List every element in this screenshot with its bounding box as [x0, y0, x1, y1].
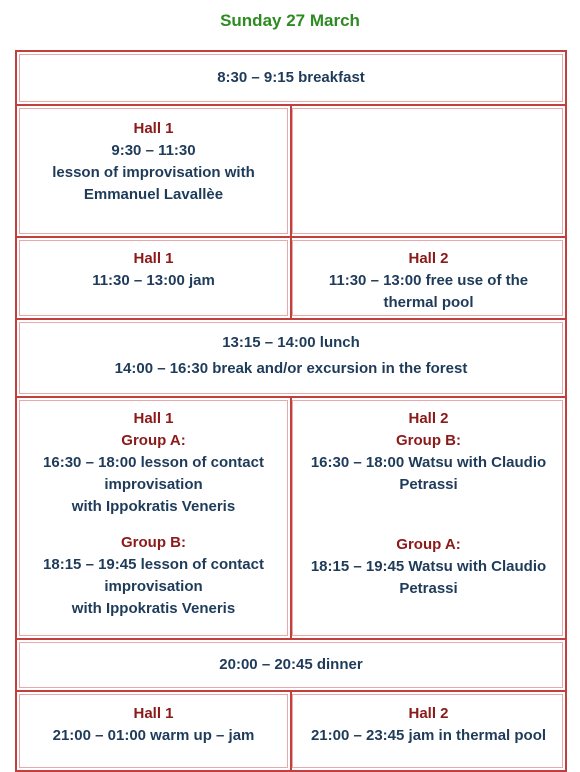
cell-hall1-warmup [17, 692, 290, 770]
hall-label: Hall 1 [133, 410, 174, 427]
row-afternoon [17, 396, 565, 638]
cell-hall1-contact [17, 398, 290, 638]
group-label: Group B: [396, 432, 461, 449]
cell-hall1-lesson [17, 106, 290, 236]
contact-a-line1: 16:30 – 18:00 lesson of contact [43, 454, 264, 471]
watsu-a-line1: 18:15 – 19:45 Watsu with Claudio [310, 558, 547, 575]
thermal-jam-text: 21:00 – 23:45 jam in thermal pool [310, 727, 547, 744]
lunch-text: 13:15 – 14:00 lunch [222, 334, 360, 351]
contact-b-line3: with Ippokratis Veneris [71, 600, 236, 617]
watsu-b-line1: 16:30 – 18:00 Watsu with Claudio [310, 454, 547, 471]
lesson-time: 9:30 – 11:30 [111, 142, 196, 159]
cell-hall2-pool [290, 238, 565, 318]
cell-hall2-thermal-jam [290, 692, 565, 770]
watsu-b-line2: Petrassi [399, 476, 458, 493]
row-jam [17, 236, 565, 318]
cell-breakfast [17, 52, 565, 104]
break-text: 14:00 – 16:30 break and/or excursion in the forest [114, 360, 468, 377]
group-label: Group A: [396, 536, 461, 553]
group-label: Group B: [121, 534, 186, 551]
warmup-text: 21:00 – 01:00 warm up – jam [52, 727, 255, 744]
breakfast-text: 8:30 – 9:15 breakfast [217, 69, 365, 86]
cell-lunch [17, 320, 565, 396]
cell-hall1-jam [17, 238, 290, 318]
hall-label: Hall 2 [408, 410, 449, 427]
row-breakfast [17, 52, 565, 104]
lesson-line2: Emmanuel Lavallèe [83, 186, 224, 203]
cell-empty [290, 106, 565, 236]
dinner-text: 20:00 – 20:45 dinner [219, 656, 363, 673]
contact-b-line1: 18:15 – 19:45 lesson of contact [43, 556, 264, 573]
watsu-a-line2: Petrassi [399, 580, 458, 597]
page-title: Sunday 27 March [220, 11, 360, 30]
group-label: Group A: [121, 432, 186, 449]
hall-label: Hall 1 [133, 250, 174, 267]
pool-line2: thermal pool [383, 294, 474, 311]
jam-text: 11:30 – 13:00 jam [92, 272, 215, 289]
pool-line1: 11:30 – 13:00 free use of the [328, 272, 529, 289]
hall-label: Hall 2 [408, 250, 449, 267]
contact-a-line3: with Ippokratis Veneris [71, 498, 236, 515]
hall-label: Hall 2 [408, 705, 449, 722]
hall-label: Hall 1 [133, 120, 174, 137]
row-dinner [17, 638, 565, 690]
contact-b-line2: improvisation [104, 578, 203, 595]
cell-dinner [17, 640, 565, 690]
contact-a-line2: improvisation [104, 476, 203, 493]
row-lunch [17, 318, 565, 396]
hall-label: Hall 1 [133, 705, 174, 722]
row-evening [17, 690, 565, 770]
schedule-table [15, 50, 567, 772]
lesson-line1: lesson of improvisation with [52, 164, 255, 181]
row-lesson-improvisation [17, 104, 565, 236]
cell-hall2-watsu [290, 398, 565, 638]
